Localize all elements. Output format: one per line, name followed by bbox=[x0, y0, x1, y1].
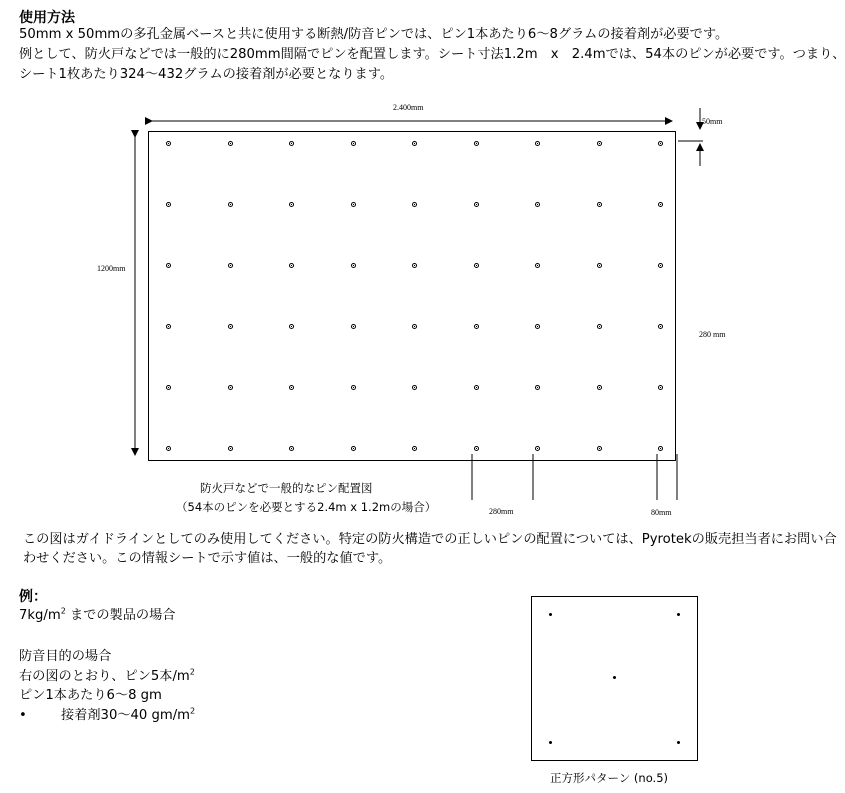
pin-marker bbox=[597, 324, 602, 329]
pin-marker bbox=[658, 324, 663, 329]
pin-marker bbox=[228, 263, 233, 268]
pin-marker bbox=[289, 324, 294, 329]
pin-marker bbox=[474, 202, 479, 207]
pin-marker bbox=[412, 385, 417, 390]
pin-marker bbox=[535, 202, 540, 207]
diagram-caption-line-2: （54本のピンを必要とする2.4m x 1.2mの場合） bbox=[176, 500, 437, 514]
pin-marker bbox=[289, 385, 294, 390]
pin-marker bbox=[412, 202, 417, 207]
pin-marker bbox=[289, 141, 294, 146]
pin-marker bbox=[535, 446, 540, 451]
pin-marker bbox=[166, 324, 171, 329]
pin-marker bbox=[228, 141, 233, 146]
pin-marker bbox=[658, 446, 663, 451]
pin-marker bbox=[166, 263, 171, 268]
pin-marker bbox=[166, 385, 171, 390]
pin-marker bbox=[289, 202, 294, 207]
pin-marker bbox=[474, 263, 479, 268]
pin-marker bbox=[535, 263, 540, 268]
product-prefix: 7kg/m bbox=[19, 608, 61, 623]
pin-marker bbox=[351, 385, 356, 390]
pin-marker bbox=[597, 263, 602, 268]
square-pin-top-right bbox=[677, 613, 680, 616]
pin-marker bbox=[597, 446, 602, 451]
pin-marker bbox=[289, 446, 294, 451]
product-sup: 2 bbox=[60, 606, 66, 616]
pin-marker bbox=[658, 141, 663, 146]
dim-width-label: 2.400mm bbox=[393, 103, 424, 112]
pin-marker bbox=[658, 385, 663, 390]
square-pattern-caption: 正方形パターン (no.5) bbox=[550, 771, 668, 785]
pin-marker bbox=[166, 446, 171, 451]
dim-edge-bottom-label: 80mm bbox=[651, 508, 672, 517]
pin-marker bbox=[658, 263, 663, 268]
usage-line-2: 例として、防火戸などでは一般的に280mm間隔でピンを配置します。シート寸法1.2m x 2.4mでは、54本のピンが必要です。つまり、 bbox=[19, 47, 845, 62]
dim-spacing-label: 280mm bbox=[489, 507, 514, 516]
adhesive-prefix: 接着剤30～40 gm/m bbox=[61, 708, 191, 723]
pin-marker bbox=[535, 324, 540, 329]
note-line-1: この図はガイドラインとしてのみ使用してください。特定の防火構造での正しいピンの配置については、Pyrotekの販売担当者にお問い合 bbox=[23, 532, 837, 547]
pin-marker bbox=[474, 385, 479, 390]
pin-marker bbox=[351, 141, 356, 146]
square-pin-top-left bbox=[549, 613, 552, 616]
example-heading: 例： bbox=[19, 589, 47, 605]
usage-line-1: 50mm x 50mmの多孔金属ベースと共に使用する断熱/防音ピンでは、ピン1本あたり6～8グラムの接着剤が必要です。 bbox=[19, 27, 729, 42]
bullet-glyph: • bbox=[19, 708, 27, 723]
pin-marker bbox=[474, 141, 479, 146]
pin-marker bbox=[289, 263, 294, 268]
pin-marker bbox=[351, 263, 356, 268]
pin-marker bbox=[535, 385, 540, 390]
pins-prefix: 右の図のとおり、ピン5本/m bbox=[19, 669, 190, 684]
pin-marker bbox=[597, 385, 602, 390]
pin-marker bbox=[412, 141, 417, 146]
sheet-outline bbox=[148, 131, 676, 461]
pin-marker bbox=[412, 446, 417, 451]
square-pin-center bbox=[613, 676, 616, 679]
pin-marker bbox=[351, 202, 356, 207]
pin-marker bbox=[535, 141, 540, 146]
pin-marker bbox=[597, 202, 602, 207]
per-pin-line: ピン1本あたり6～8 gm bbox=[19, 688, 162, 703]
adhesive-sup: 2 bbox=[190, 706, 196, 716]
pin-marker bbox=[658, 202, 663, 207]
pins-sup: 2 bbox=[189, 667, 195, 677]
product-suffix: までの製品の場合 bbox=[65, 608, 176, 623]
dim-edge-label: 50mm bbox=[702, 117, 723, 126]
pin-marker bbox=[166, 141, 171, 146]
example-product-line bbox=[19, 607, 175, 625]
pin-marker bbox=[228, 324, 233, 329]
pin-marker bbox=[597, 141, 602, 146]
pin-marker bbox=[474, 324, 479, 329]
pin-marker bbox=[351, 324, 356, 329]
square-pin-bottom-right bbox=[677, 741, 680, 744]
pins-line bbox=[19, 668, 195, 686]
pin-marker bbox=[166, 202, 171, 207]
dim-height-label: 1200mm bbox=[97, 264, 126, 273]
pin-marker bbox=[351, 446, 356, 451]
square-pin-bottom-left bbox=[549, 741, 552, 744]
pin-marker bbox=[412, 324, 417, 329]
dim-right-label: 280 mm bbox=[699, 330, 726, 339]
pin-marker bbox=[474, 446, 479, 451]
note-line-2: わせください。この情報シートで示す値は、一般的な値です。 bbox=[23, 551, 392, 566]
square-pattern-box bbox=[531, 596, 698, 761]
pin-marker bbox=[228, 202, 233, 207]
pin-marker bbox=[412, 263, 417, 268]
usage-heading: 使用方法 bbox=[19, 10, 75, 26]
usage-line-3: シート1枚あたり324～432グラムの接着剤が必要となります。 bbox=[19, 67, 394, 82]
diagram-caption-line-1: 防火戸などで一般的なピン配置図 bbox=[200, 481, 373, 495]
purpose-heading: 防音目的の場合 bbox=[19, 649, 112, 664]
adhesive-line bbox=[19, 707, 195, 725]
pin-marker bbox=[228, 385, 233, 390]
pin-marker bbox=[228, 446, 233, 451]
